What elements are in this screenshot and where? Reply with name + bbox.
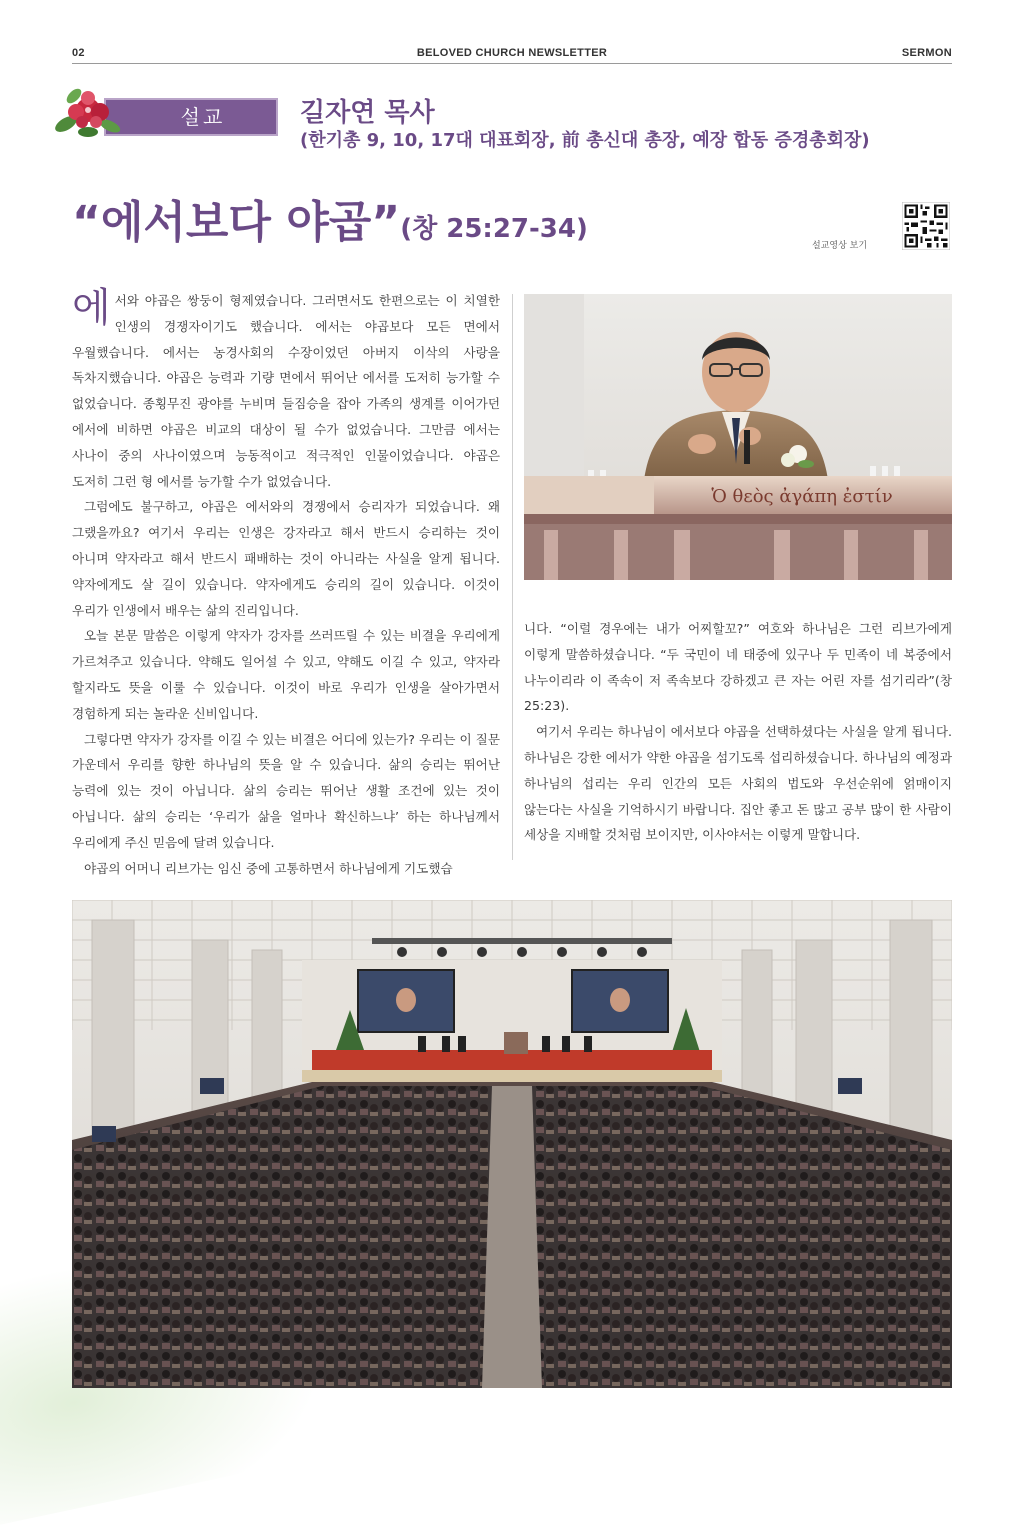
paragraph: 그렇다면 약자가 강자를 이길 수 있는 비결은 어디에 있는가? 우리는 이 질문 가운데서 우리를 향한 하나님의 뜻을 알 수 있습니다. 삶의 승리는 뛰어난 능력에 있는 것이 아닙니다. 삶의 승리는 뛰어난 생활 조건에 있는 것이 아닙니다. 삶의 승리는 ‘우리가 삶을 얼마나 확신하느냐’ 하는 하나님께서 우리에게 주신 믿음에 달려 있습니다. bbox=[72, 731, 500, 850]
drop-cap: 에 bbox=[72, 285, 111, 331]
paragraph-text: 서와 야곱은 쌍둥이 형제였습니다. 그러면서도 한편으로는 이 치열한 인생의 경쟁자이기도 했습니다. 에서는 야곱보다 모든 면에서 우월했습니다. 에서는 농경사회의 수장이었던 아버지 이삭의 사랑을 독차지했습니다. 야곱은 능력과 기량 면에서 뛰어난 에서를 도저히 능가할 수 없었습니다. 종횡무진 광야를 누비며 들짐승을 잡아 가족의 생계를 이어가던 에서에 비하면 야곱은 비교의 대상이 될 수가 없었습니다. 그만큼 에서는 사나이 중의 사나이였으며 능동적이고 적극적인 인물이었습니다. 야곱은 도저히 그런 형 에서를 능가할 수가 없었습니다. bbox=[72, 293, 500, 489]
body-column-left bbox=[72, 285, 500, 881]
scripture-reference: (창 25:27-34) bbox=[400, 214, 588, 244]
page-number: 02 bbox=[72, 47, 85, 59]
paragraph: 여기서 우리는 하나님이 에서보다 야곱을 선택하셨다는 사실을 알게 됩니다. 하나님은 강한 에서가 약한 야곱을 섬기도록 섭리하셨습니다. 하나님의 예정과 하나님의 섭리는 우리 인간의 모든 사회의 법도와 우선순위에 얽매이지 않는다는 사실을 기억하시기 바랍니다. 집안 좋고 돈 많고 공부 많이 한 사람이 세상을 지배할 것처럼 보이지만, 이사야서는 이렇게 말합니다. bbox=[524, 724, 952, 843]
body-column-right bbox=[524, 616, 952, 848]
sermon-title-text: “에서보다 야곱” bbox=[72, 197, 401, 248]
column-divider bbox=[512, 294, 513, 860]
paragraph: 오늘 본문 말씀은 이렇게 약자가 강자를 쓰러뜨릴 수 있는 비결을 우리에게 가르쳐주고 있습니다. 약해도 일어설 수 있고, 약해도 이길 수 있고, 약자라 할지라도 뜻을 이룰 수 있습니다. 이것이 바로 우리가 인생을 살아가면서 경험하게 되는 놀라운 신비입니다. bbox=[72, 628, 500, 721]
author-title: (한기총 9, 10, 17대 대표회장, 前 총신대 총장, 예장 합동 증경총회장) bbox=[300, 130, 870, 151]
qr-label: 설교영상 보기 bbox=[812, 241, 868, 251]
category-label-text: 설교 bbox=[180, 105, 226, 129]
qr-code-icon[interactable] bbox=[902, 202, 950, 250]
paragraph: 니다. “이럴 경우에는 내가 어찌할꼬?” 여호와 하나님은 그런 리브가에게 이렇게 말씀하셨습니다. “두 국민이 네 태중에 있구나 두 민족이 네 복중에서 나누이리라 이 족속이 저 족속보다 강하겠고 큰 자는 어린 자를 섬기리라”(창 25:23). bbox=[524, 621, 952, 714]
category-label bbox=[104, 98, 278, 136]
flower-icon bbox=[52, 82, 124, 140]
author-name: 길자연 목사 bbox=[300, 98, 435, 128]
congregation-hall-photo bbox=[72, 900, 952, 1388]
newsletter-name: BELOVED CHURCH NEWSLETTER bbox=[416, 47, 608, 59]
pulpit-inscription: Ὁ θεὸς ἀγάπη ἐστίν bbox=[711, 486, 893, 507]
pastor-photo bbox=[524, 294, 952, 580]
paragraph bbox=[72, 285, 500, 494]
sermon-title bbox=[72, 186, 588, 250]
section-name: SERMON bbox=[901, 47, 952, 59]
paragraph: 야곱의 어머니 리브가는 임신 중에 고통하면서 하나님에게 기도했습 bbox=[84, 860, 453, 876]
running-header bbox=[72, 44, 952, 64]
paragraph: 그럼에도 불구하고, 야곱은 에서와의 경쟁에서 승리자가 되었습니다. 왜 그랬을까요? 여기서 우리는 인생은 강자라고 해서 반드시 승리하는 것이 아니며 약자라고 해서 반드시 패배하는 것이 아니라는 사실을 알게 됩니다. 약자에게도 살 길이 있습니다. 약자에게도 승리의 길이 있습니다. 이것이 우리가 인생에서 배우는 삶의 진리입니다. bbox=[72, 499, 500, 618]
header-rule bbox=[72, 63, 952, 64]
